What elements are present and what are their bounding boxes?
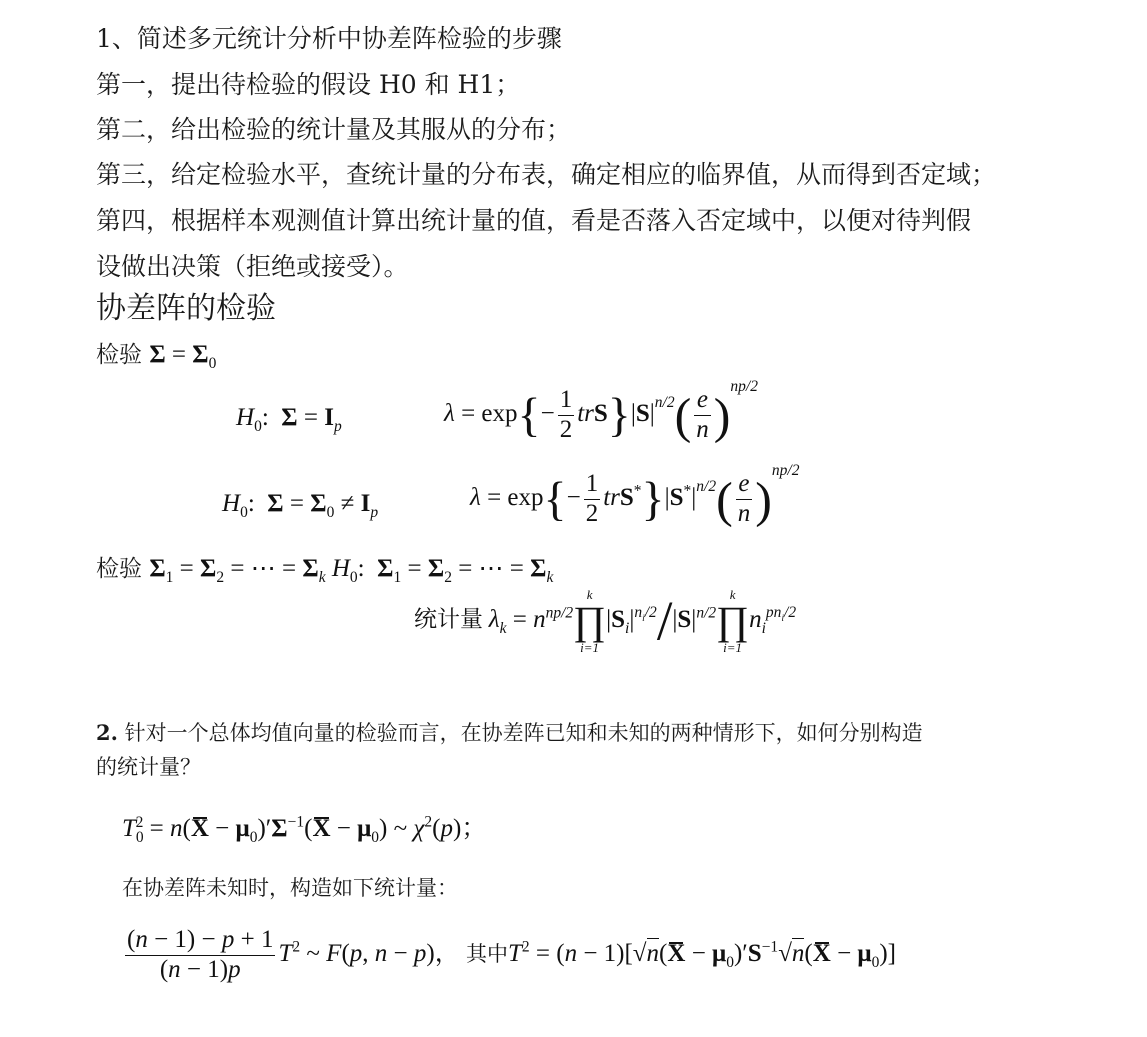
step-4-line-2: 设做出决策（拒绝或接受）。 <box>96 252 409 281</box>
covariance-test-heading: 协差阵的检验 <box>96 291 276 326</box>
unknown-covariance-text: 在协差阵未知时，构造如下统计量： <box>122 876 458 900</box>
step-2: 第二，给出检验的统计量及其服从的分布； <box>96 115 572 144</box>
question-2-text-1: 针对一个总体均值向量的检验而言，在协差阵已知和未知的两种情形下，如何分别构造 <box>124 721 923 745</box>
formula-sigmas-equal: $\Sigma_1 = \Sigma_2$ = ⋯ = $\Sigma_k$ $H_0$: $\Sigma_1 = \Sigma_2$ = ⋯ = $\Sigma_k$ <box>149 555 554 586</box>
test-label-2: 检验 <box>96 556 142 582</box>
formula-h0-sigma0: $H_0$: $\Sigma = \Sigma_0 \ne I_p$ <box>222 490 379 521</box>
formula-t0-squared: $T_0^2 = n(X - \mu_0)'\Sigma^{-1}(X - \mu_0)$ ~ $\chi^2(p)$； <box>122 813 487 846</box>
question-2-line-2: 的统计量？ <box>96 755 201 779</box>
step-4-line-1: 第四，根据样本观测值计算出统计量的值，看是否落入否定域中，以便对待判假 <box>96 206 972 235</box>
formula-lambda-k: $\lambda_k = n^{np/2}$ k ∏ i=1 $|S_i|^{n_i/2}/|S|^{n/2}$ k ∏ i=1 $n_i^{pn_i/2}$ <box>488 587 797 655</box>
formula-f-statistic: $\frac{(n - 1) - p + 1}{(n - 1)p}$ $T^2$ ~ F(p, n − p)， 其中$T^2 = (n - 1)[√n(X - \mu_0)'S^{-1}√n(X - \mu_0)]$ <box>127 926 897 983</box>
statistic-lambda-k <box>414 588 796 654</box>
where-label: 其中 <box>465 941 508 966</box>
question-2-line-1 <box>96 718 923 748</box>
test-sigma-equals-sigma0 <box>96 338 216 381</box>
comma-punct: ， <box>434 937 460 967</box>
formula-lambda-identity: λ = exp{− $\frac{1}{2}$ $trS\}|S|^{n/2}$( $\frac{e}{n}$ )$^{np/2}$ <box>444 378 758 444</box>
formula-h0-identity: $H_0$: $\Sigma = I_p$ <box>236 404 342 435</box>
semicolon-punct: ； <box>461 813 487 842</box>
formula-lambda-star: λ = exp{− $\frac{1}{2}$ $trS^*\}|S^*|^{n/2}$( $\frac{e}{n}$ )$^{np/2}$ <box>470 462 800 528</box>
step-1: 第一，提出待检验的假设 H0 和 H1； <box>96 70 521 99</box>
step-3: 第三，给定检验水平，查统计量的分布表，确定相应的临界值，从而得到否定域； <box>96 160 997 189</box>
section1-title: 1、简述多元统计分析中协差阵检验的步骤 <box>96 24 562 53</box>
question-number: 2. <box>96 720 118 745</box>
statistic-label: 统计量 <box>414 606 483 633</box>
test-label-1: 检验 <box>96 342 142 368</box>
formula-sigma-sigma0: $\Sigma = \Sigma_0$ <box>149 341 217 372</box>
